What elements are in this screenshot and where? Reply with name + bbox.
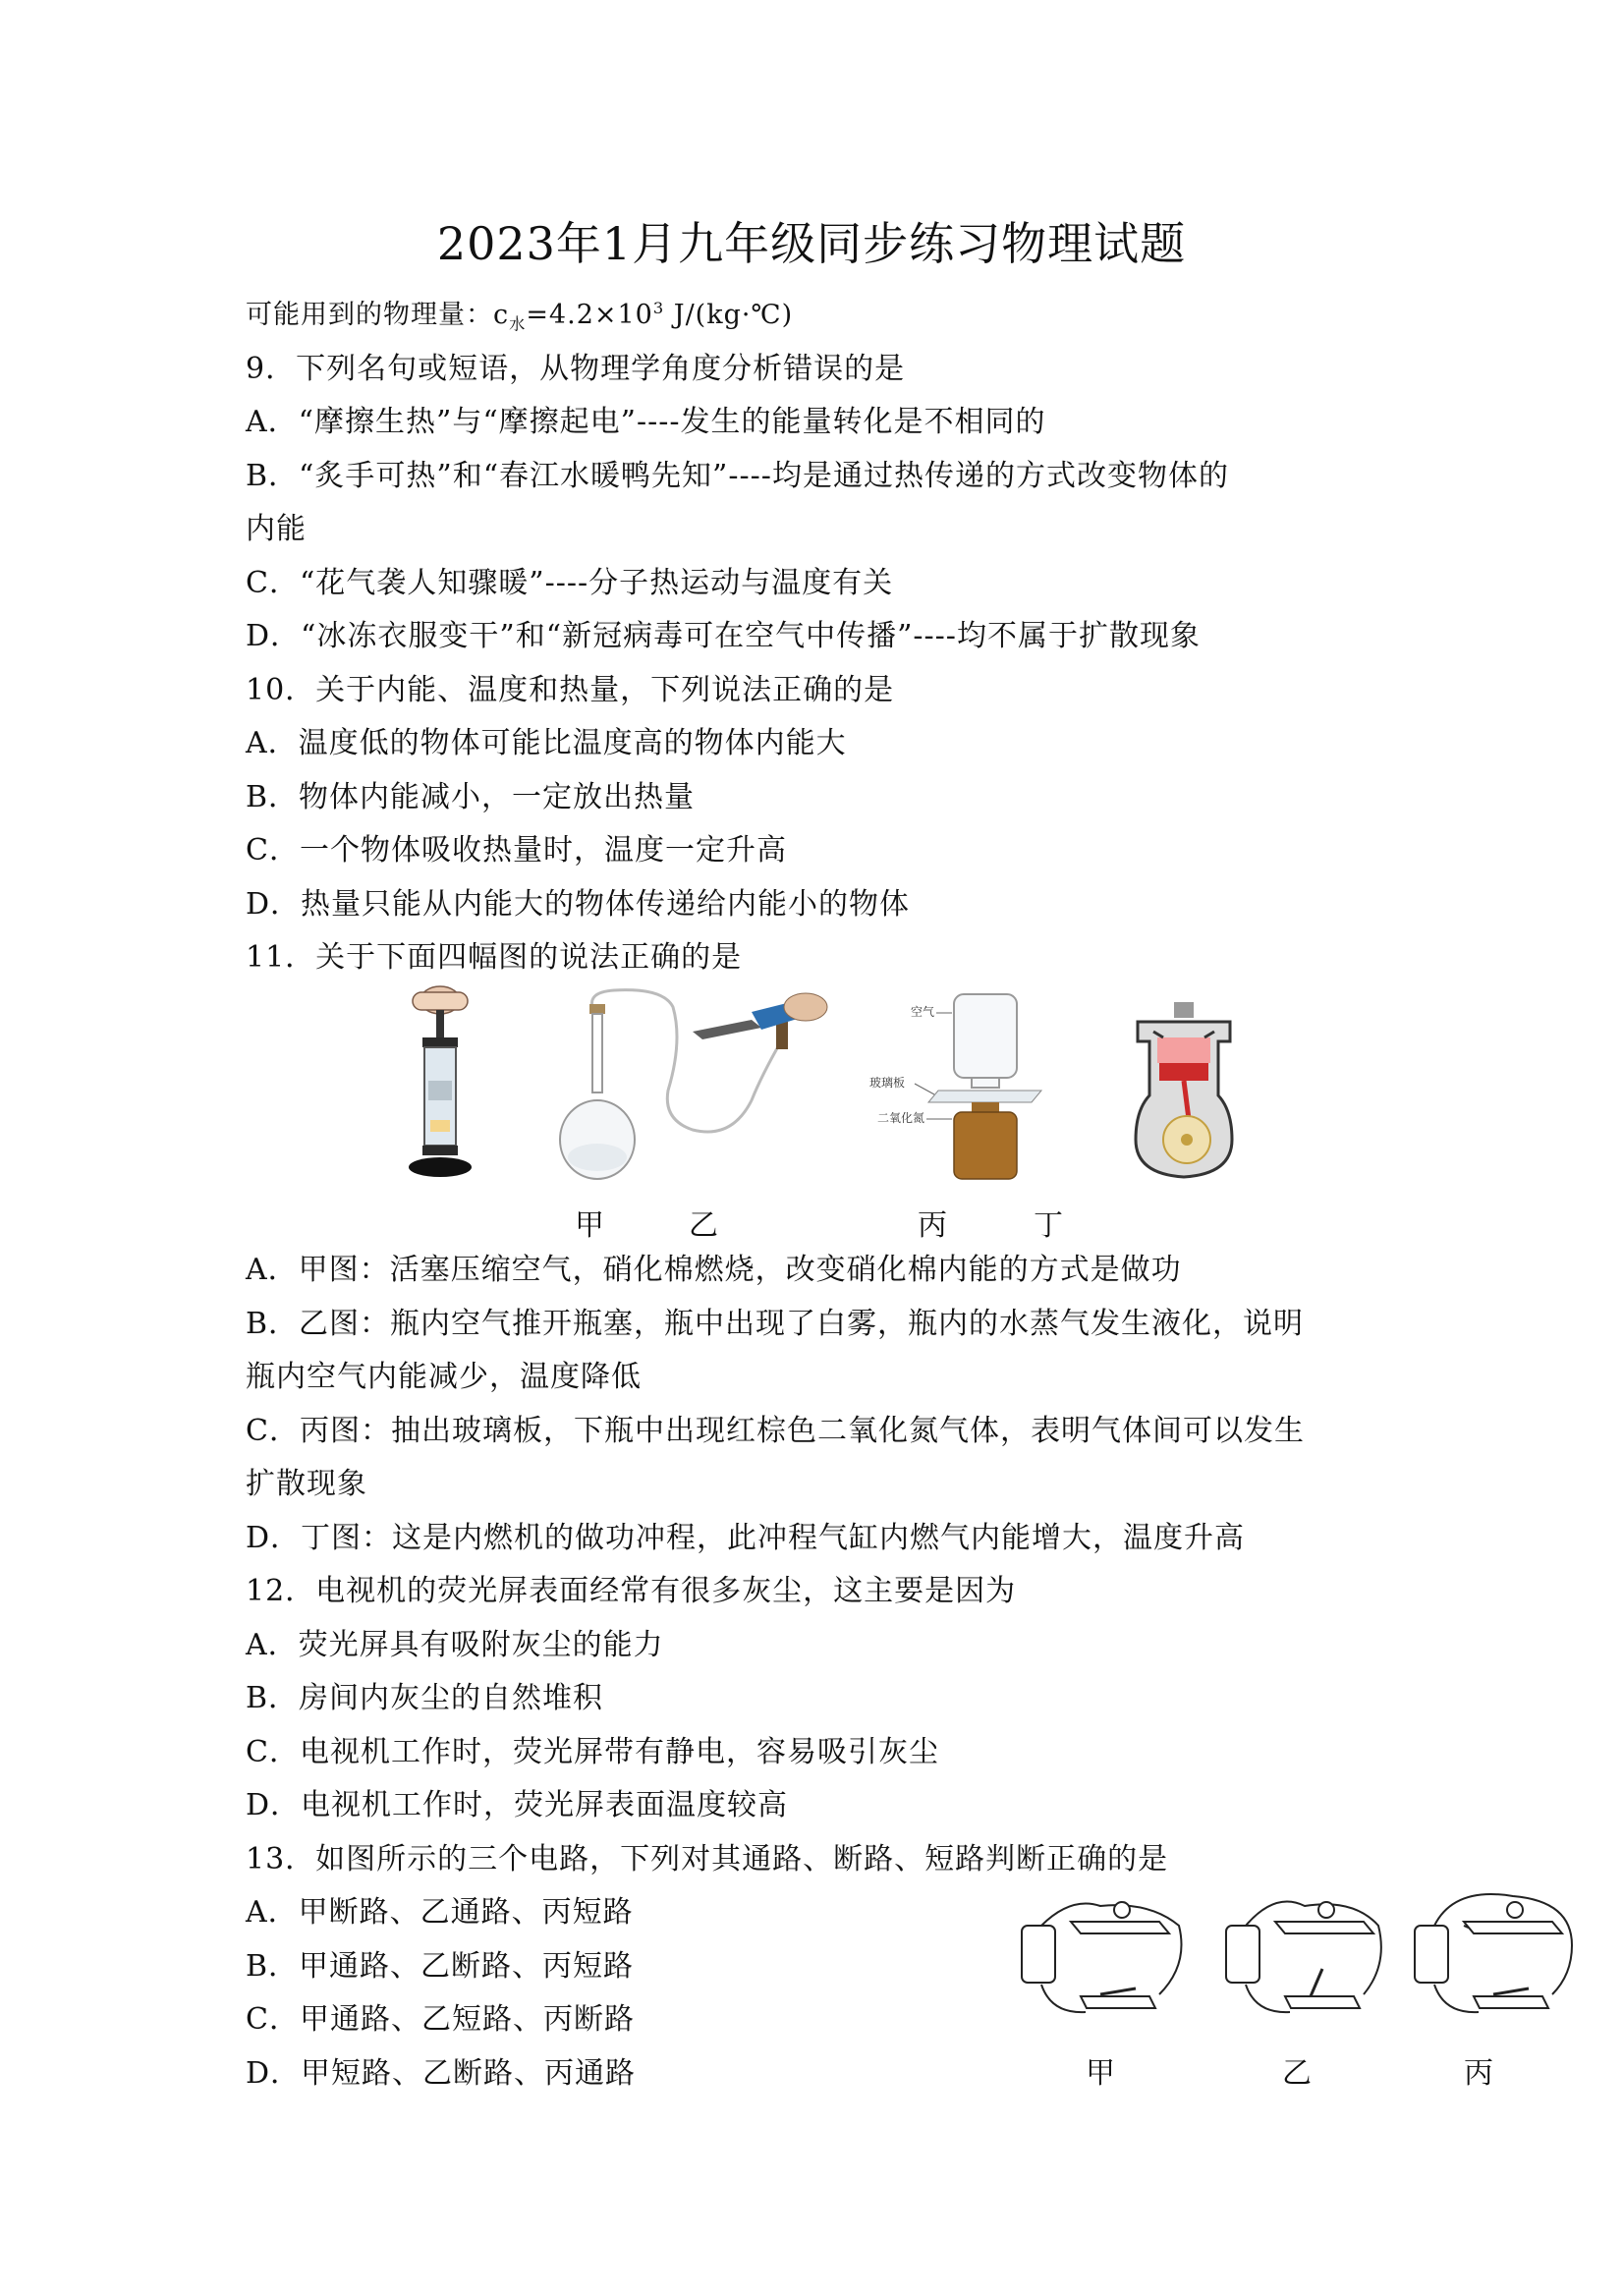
question-12-option-b: B．房间内灰尘的自然堆积: [246, 1681, 604, 1715]
constant-prefix: 可能用到的物理量：c: [246, 300, 510, 330]
question-13-option-d: D．甲短路、乙断路、丙通路: [246, 2056, 637, 2091]
question-11-option-b-cont: 瓶内空气内能减少，温度降低: [246, 1360, 642, 1394]
question-11-stem: 11．关于下面四幅图的说法正确的是: [246, 940, 743, 975]
question-12-stem: 12．电视机的荧光屏表面经常有很多灰尘，这主要是因为: [246, 1574, 1017, 1608]
figure-label-ding: 丁: [1034, 1208, 1063, 1243]
question-9-option-b: B．“炙手可热”和“春江水暖鸭先知”----均是通过热传递的方式改变物体的: [246, 459, 1229, 493]
label-air: 空气: [911, 1005, 935, 1019]
question-9-option-c: C．“花气袭人知骤暖”----分子热运动与温度有关: [246, 566, 894, 600]
figure-circuit-yi: [1216, 1886, 1393, 2034]
question-10-option-a: A．温度低的物体可能比温度高的物体内能大: [246, 726, 847, 760]
question-9-option-a: A．“摩擦生热”与“摩擦起电”----发生的能量转化是不相同的: [246, 405, 1046, 439]
constant-unit: J/(kg·℃): [664, 300, 794, 330]
question-11-option-c: C．丙图：抽出玻璃板，下瓶中出现红棕色二氧化氮气体，表明气体间可以发生: [246, 1414, 1305, 1448]
circuit-label-yi: 乙: [1282, 2056, 1312, 2091]
label-glass-plate: 玻璃板: [869, 1076, 906, 1090]
figure-piston-compression: [393, 982, 491, 1184]
figure-circuit-bing: [1405, 1886, 1582, 2034]
constant-exponent: 3: [652, 299, 665, 317]
question-12-option-c: C．电视机工作时，荧光屏带有静电，容易吸引灰尘: [246, 1735, 939, 1769]
question-10-option-c: C．一个物体吸收热量时，温度一定升高: [246, 833, 787, 868]
figure-engine-stroke: [1130, 1002, 1238, 1184]
page-title: 2023年1月九年级同步练习物理试题: [436, 217, 1187, 270]
circuit-label-bing: 丙: [1464, 2056, 1493, 2091]
figure-circuit-jia: [1012, 1886, 1189, 2034]
question-9-option-d: D．“冰冻衣服变干”和“新冠病毒可在空气中传播”----均不属于扩散现象: [246, 619, 1201, 653]
question-9-stem: 9．下列名句或短语，从物理学角度分析错误的是: [246, 352, 906, 386]
question-12-option-a: A．荧光屏具有吸附灰尘的能力: [246, 1628, 664, 1662]
question-11-option-c-cont: 扩散现象: [246, 1467, 367, 1501]
question-9-option-b-cont: 内能: [246, 512, 307, 546]
question-13-stem: 13．如图所示的三个电路，下列对其通路、断路、短路判断正确的是: [246, 1842, 1169, 1876]
question-13-option-a: A．甲断路、乙通路、丙短路: [246, 1895, 634, 1930]
question-11-option-b: B．乙图：瓶内空气推开瓶塞，瓶中出现了白雾，瓶内的水蒸气发生液化，说明: [246, 1307, 1305, 1341]
question-11-option-d: D．丁图：这是内燃机的做功冲程，此冲程气缸内燃气内能增大，温度升高: [246, 1521, 1246, 1555]
label-nitrogen-dioxide: 二氧化氮: [877, 1111, 925, 1125]
figure-flask-pump: [555, 982, 825, 1184]
figure-label-yi: 乙: [689, 1208, 718, 1243]
figure-label-jia: 甲: [575, 1208, 604, 1243]
constant-value: =4.2×10: [526, 300, 653, 330]
constant-subscript: 水: [509, 314, 527, 334]
question-10-option-d: D．热量只能从内能大的物体传递给内能小的物体: [246, 887, 911, 922]
question-11-option-a: A．甲图：活塞压缩空气，硝化棉燃烧，改变硝化棉内能的方式是做功: [246, 1253, 1182, 1287]
question-12-option-d: D．电视机工作时，荧光屏表面温度较高: [246, 1788, 789, 1822]
figure-label-bing: 丙: [918, 1208, 947, 1243]
physical-constant: [246, 293, 793, 334]
question-10-stem: 10．关于内能、温度和热量，下列说法正确的是: [246, 673, 895, 707]
question-13-option-c: C．甲通路、乙短路、丙断路: [246, 2002, 635, 2037]
figure-diffusion-bottles: [869, 982, 1056, 1184]
circuit-label-jia: 甲: [1086, 2056, 1115, 2091]
question-13-option-b: B．甲通路、乙断路、丙短路: [246, 1949, 635, 1984]
question-10-option-b: B．物体内能减小，一定放出热量: [246, 780, 696, 814]
